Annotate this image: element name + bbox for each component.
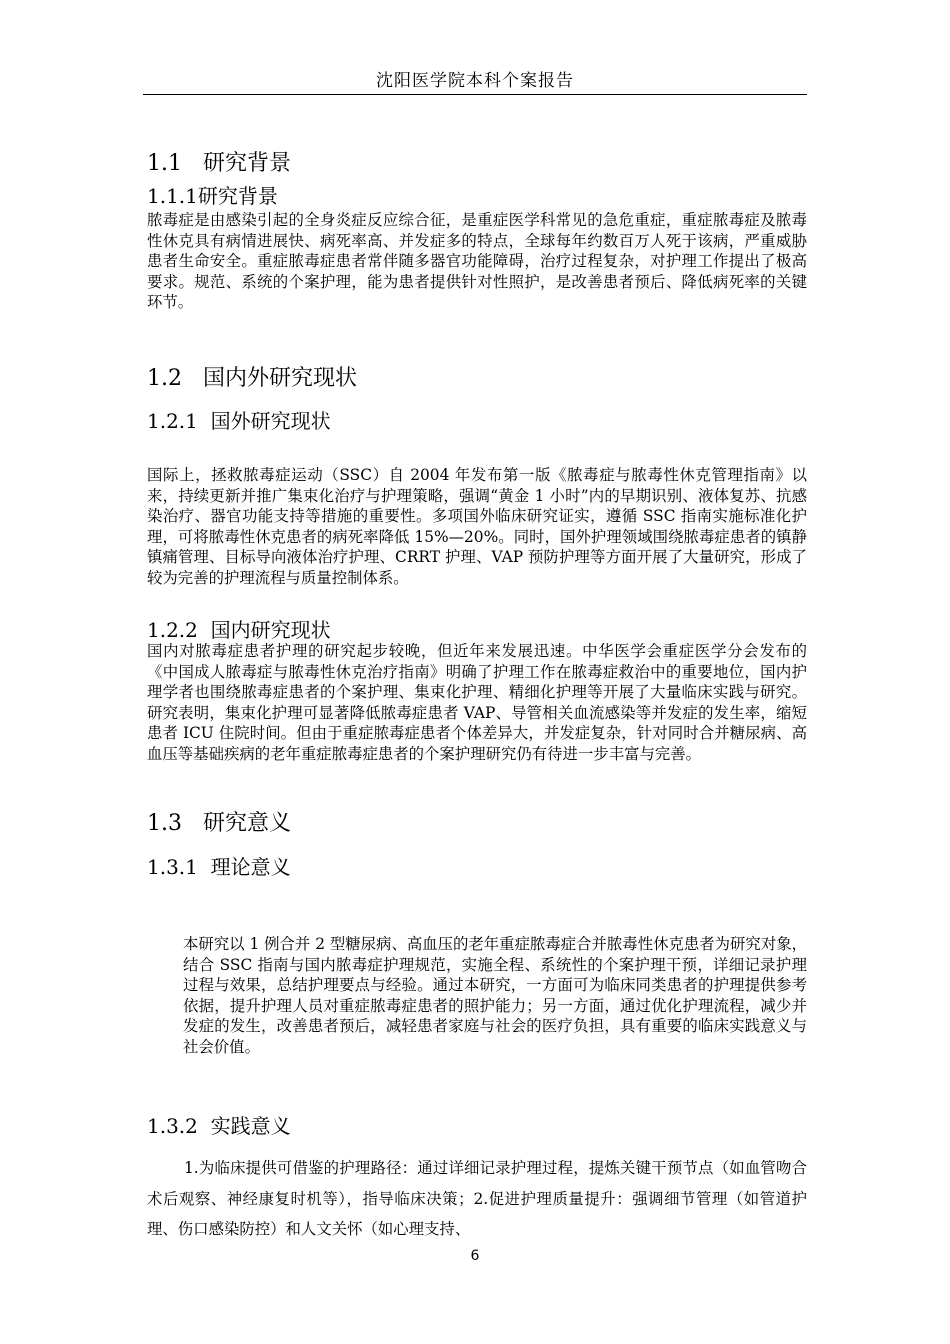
heading-1-1: 1.1 研究背景: [147, 151, 291, 176]
page-number: 6: [470, 1248, 480, 1264]
heading-1-1-1: 1.1.1研究背景: [147, 184, 278, 208]
paragraph-practical-significance: 1.为临床提供可借鉴的护理路径：通过详细记录护理过程，提炼关键干预节点（如血管吻合术后观察、神经康复时机等），指导临床决策；2.促进护理质量提升：强调细节管理（如管道护理、伤口感染防控）和人文关怀（如心理支持、: [147, 1159, 807, 1238]
heading-1-2-1: 1.2.1 国外研究现状: [147, 409, 331, 433]
header-rule: [143, 94, 807, 95]
running-header: 沈阳医学院本科个案报告: [376, 71, 574, 91]
paragraph-background: 脓毒症是由感染引起的全身炎症反应综合征，是重症医学科常见的急危重症，重症脓毒症及脓毒性休克具有病情进展快、病死率高、并发症多的特点，全球每年约数百万人死于该病，严重威胁患者生命安全。重症脓毒症患者常伴随多器官功能障碍，治疗过程复杂，对护理工作提出了极高要求。规范、系统的个案护理，能为患者提供针对性照护，是改善患者预后、降低病死率的关键环节。: [147, 211, 807, 311]
paragraph-foreign-research: 国际上，拯救脓毒症运动（SSC）自 2004 年发布第一版《脓毒症与脓毒性休克管理指南》以来，持续更新并推广集束化治疗与护理策略，强调“黄金 1 小时”内的早期识别、液体复苏、抗感染治疗、器官功能支持等措施的重要性。多项国外临床研究证实，遵循 SSC 指南实施标准化护理，可将脓毒性休克患者的病死率降低 15%—20%。同时，国外护理领域围绕脓毒症患者的镇静镇痛管理、目标导向液体治疗护理、CRRT 护理、VAP 预防护理等方面开展了大量研究，形成了较为完善的护理流程与质量控制体系。: [147, 466, 807, 587]
heading-1-3: 1.3 研究意义: [147, 811, 291, 836]
paragraph-theoretical-significance: 本研究以 1 例合并 2 型糖尿病、高血压的老年重症脓毒症合并脓毒性休克患者为研究对象，结合 SSC 指南与国内脓毒症护理规范，实施全程、系统性的个案护理干预，详细记录护理过程与效果，总结护理要点与经验。通过本研究，一方面可为临床同类患者的护理提供参考依据，提升护理人员对重症脓毒症患者的照护能力；另一方面，通过优化护理流程，减少并发症的发生，改善患者预后，减轻患者家庭与社会的医疗负担，具有重要的临床实践意义与社会价值。: [183, 935, 807, 1056]
heading-1-3-1: 1.3.1 理论意义: [147, 855, 291, 879]
heading-1-2-2: 1.2.2 国内研究现状: [147, 618, 331, 642]
heading-1-3-2: 1.3.2 实践意义: [147, 1114, 291, 1138]
heading-1-2: 1.2 国内外研究现状: [147, 366, 357, 391]
paragraph-domestic-research: 国内对脓毒症患者护理的研究起步较晚，但近年来发展迅速。中华医学会重症医学分会发布的《中国成人脓毒症与脓毒性休克治疗指南》明确了护理工作在脓毒症救治中的重要地位，国内护理学者也围绕脓毒症患者的个案护理、集束化护理、精细化护理等开展了大量临床实践与研究。研究表明，集束化护理可显著降低脓毒症患者 VAP、导管相关血流感染等并发症的发生率，缩短患者 ICU 住院时间。但由于重症脓毒症患者个体差异大，并发症复杂，针对同时合并糖尿病、高血压等基础疾病的老年重症脓毒症患者的个案护理研究仍有待进一步丰富与完善。: [147, 642, 807, 763]
